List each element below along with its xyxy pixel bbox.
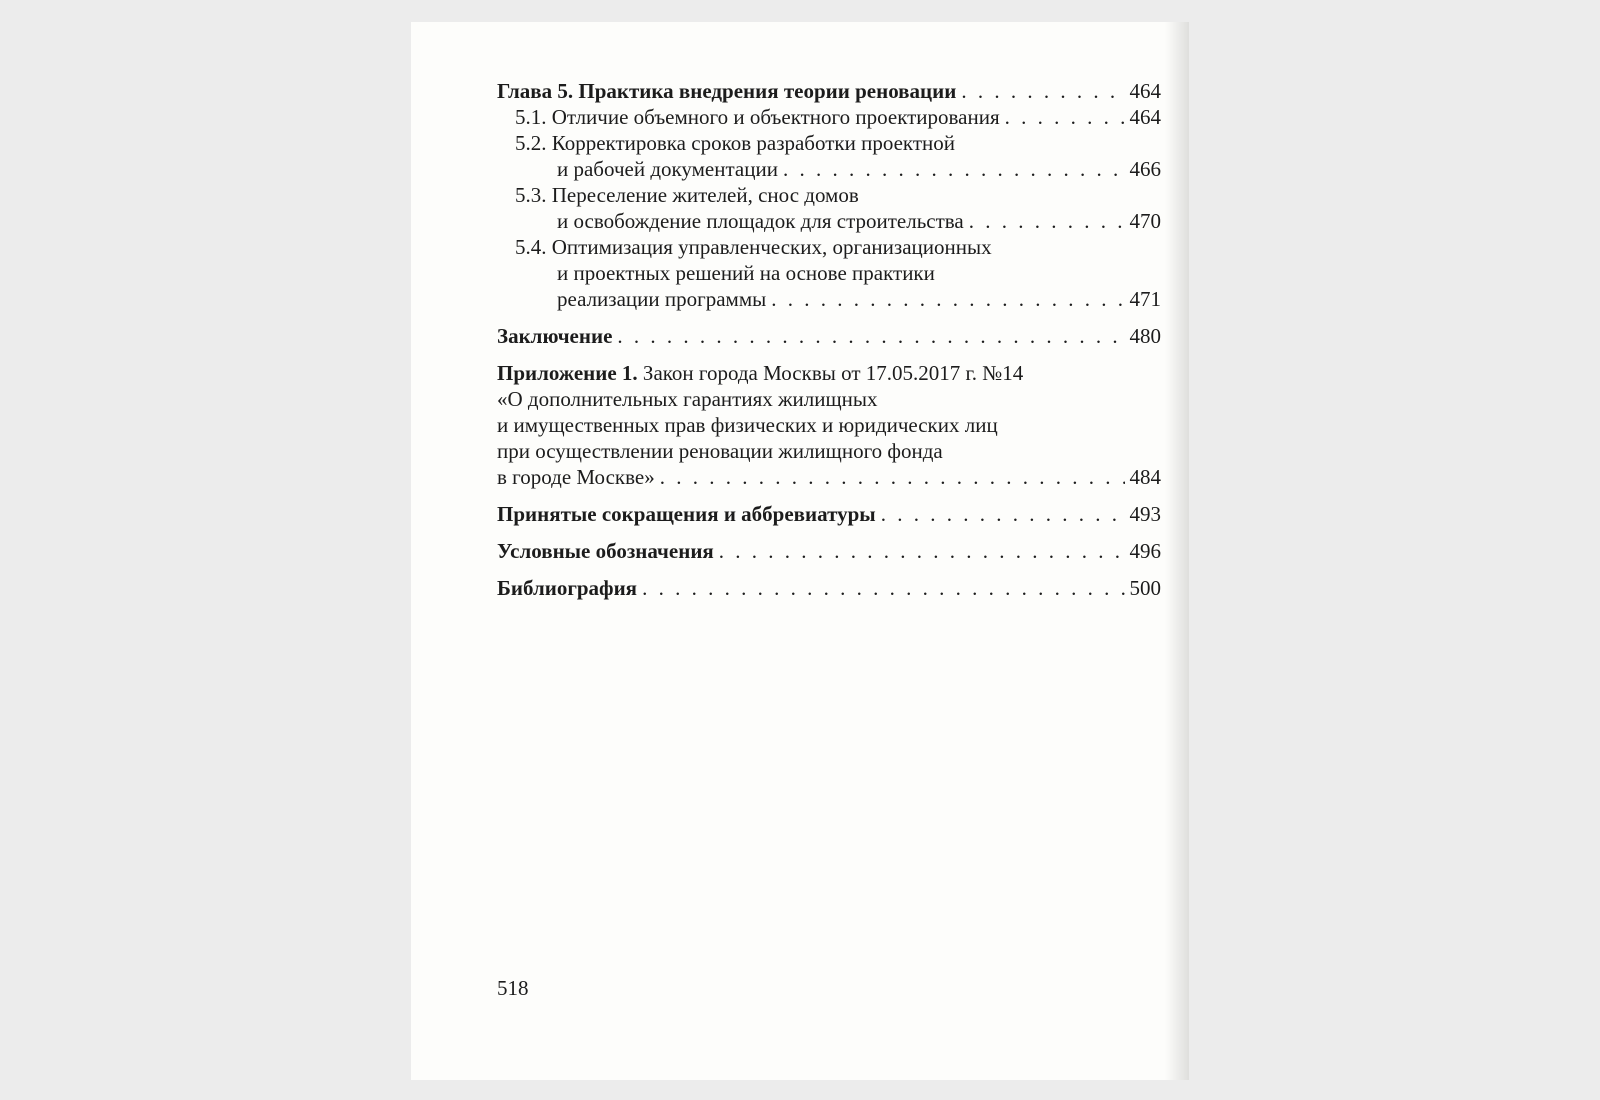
page-number: 518 (497, 976, 529, 1000)
page-gutter-shadow (1165, 22, 1189, 1080)
toc-entry-page: 500 (1129, 576, 1161, 600)
toc-entry-title-continued: при осуществлении реновации жилищного фонда (497, 439, 943, 463)
dot-leader (660, 464, 1125, 490)
toc-entry-abbreviations (497, 501, 1161, 527)
appendix-title-start: Закон города Москвы от 17.05.2017 г. №14 (637, 361, 1024, 385)
toc-entry-5-1 (497, 104, 1161, 130)
toc-entry-appendix-1-line-5 (497, 464, 1161, 490)
toc-entry-title-continued: «О дополнительных гарантиях жилищных (497, 387, 878, 411)
table-of-contents (497, 78, 1161, 601)
toc-entry-page: 496 (1129, 539, 1161, 563)
toc-entry-title: Условные обозначения (497, 539, 714, 563)
toc-entry-title-continued: и проектных решений на основе практики (557, 261, 935, 285)
dot-leader (1005, 104, 1125, 130)
toc-entry-chapter-5 (497, 78, 1161, 104)
toc-entry-title: 5.4. Оптимизация управленческих, организационных (515, 235, 992, 259)
dot-leader (719, 538, 1125, 564)
toc-entry-title: Библиография (497, 576, 638, 600)
toc-entry-title-continued: и освобождение площадок для строительства (557, 209, 964, 233)
toc-entry-title: Принятые сокращения и аббревиатуры (497, 502, 876, 526)
toc-entry-page: 493 (1129, 502, 1161, 526)
dot-leader (961, 78, 1124, 104)
toc-entry-page: 484 (1129, 465, 1161, 489)
toc-entry-title-continued: и рабочей документации (557, 157, 778, 181)
toc-entry-bibliography (497, 575, 1161, 601)
spacer (497, 527, 1161, 538)
spacer (497, 349, 1161, 360)
toc-entry-page: 464 (1129, 79, 1161, 103)
dot-leader (783, 156, 1125, 182)
dot-leader (771, 286, 1124, 312)
toc-entry-title: 5.1. Отличие объемного и объектного проектирования (515, 105, 1000, 129)
dot-leader (881, 501, 1125, 527)
toc-entry-conclusion (497, 323, 1161, 349)
toc-entry-title: Заключение (497, 324, 613, 348)
toc-entry-appendix-1-line-1 (497, 360, 1161, 386)
toc-entry-appendix-1-line-3 (497, 412, 1161, 438)
toc-entry-5-2-line-1 (497, 130, 1161, 156)
toc-entry-page: 470 (1129, 209, 1161, 233)
toc-entry-5-4-line-2 (497, 260, 1161, 286)
toc-entry-title: 5.3. Переселение жителей, снос домов (515, 183, 859, 207)
toc-entry-appendix-1-line-4 (497, 438, 1161, 464)
book-page (411, 22, 1189, 1080)
toc-entry-title-continued: реализации программы (557, 287, 767, 311)
spacer (497, 564, 1161, 575)
toc-entry-symbols (497, 538, 1161, 564)
toc-entry-page: 466 (1129, 157, 1161, 181)
toc-entry-5-3-line-2 (497, 208, 1161, 234)
toc-entry-title-continued: в городе Москве» (497, 465, 655, 489)
toc-entry-page: 464 (1129, 105, 1161, 129)
toc-entry-title (497, 360, 1023, 386)
toc-entry-title: 5.2. Корректировка сроков разработки проектной (515, 131, 955, 155)
toc-entry-title: Глава 5. Практика внедрения теории реновации (497, 79, 957, 103)
spacer (497, 490, 1161, 501)
toc-entry-title-continued: и имущественных прав физических и юридических лиц (497, 413, 998, 437)
toc-entry-5-2-line-2 (497, 156, 1161, 182)
dot-leader (969, 208, 1125, 234)
spacer (497, 312, 1161, 323)
appendix-label: Приложение 1. (497, 361, 638, 385)
toc-entry-5-4-line-3 (497, 286, 1161, 312)
toc-entry-5-4-line-1 (497, 234, 1161, 260)
dot-leader (642, 575, 1124, 601)
toc-entry-appendix-1-line-2 (497, 386, 1161, 412)
toc-entry-page: 480 (1129, 324, 1161, 348)
toc-entry-page: 471 (1129, 287, 1161, 311)
dot-leader (617, 323, 1124, 349)
toc-entry-5-3-line-1 (497, 182, 1161, 208)
